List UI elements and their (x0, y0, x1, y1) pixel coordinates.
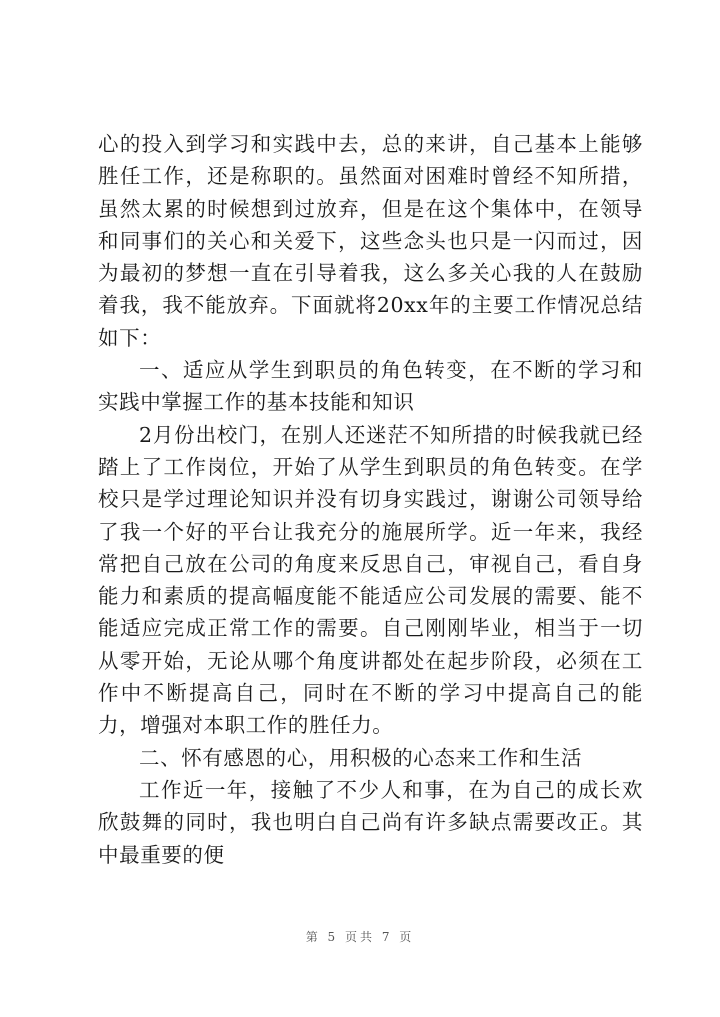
paragraph-continuation: 心的投入到学习和实践中去，总的来讲，自己基本上能够胜任工作，还是称职的。虽然面对困难时曾经不知所措，虽然太累的时候想到过放弃，但是在这个集体中，在领导和同事们的关心和关爱下，这些念头也只是一闪而过，因为最初的梦想一直在引导着我，这么多关心我的人在鼓励着我，我不能放弃。下面就将20xx年的主要工作情况总结如下： (98, 132, 643, 350)
section-heading-1: 一、适应从学生到职员的角色转变，在不断的学习和实践中掌握工作的基本技能和知识 (98, 358, 643, 415)
paragraph-role-transition: 2月份出校门，在别人还迷茫不知所措的时候我就已经踏上了工作岗位，开始了从学生到职员的角色转变。在学校只是学过理论知识并没有切身实践过，谢谢公司领导给了我一个好的平台让我充分的施展所学。近一年来，我经常把自己放在公司的角度来反思自己，审视自己，看自身能力和素质的提高幅度能不能适应公司发展的需要、能不能适应完成正常工作的需要。自己刚刚毕业，相当于一切从零开始，无论从哪个角度讲都处在起步阶段，必须在工作中不断提高自己，同时在不断的学习中提高自己的能力，增强对本职工作的胜任力。 (98, 422, 643, 738)
section-heading-2: 二、怀有感恩的心，用积极的心态来工作和生活 (139, 745, 583, 770)
page-number-footer: 第 5 页共 7 页 (305, 930, 415, 944)
document-body (98, 128, 643, 871)
paragraph-gratitude: 工作近一年，接触了不少人和事，在为自己的成长欢欣鼓舞的同时，我也明白自己尚有许多缺点需要改正。其中最重要的便 (98, 777, 643, 867)
